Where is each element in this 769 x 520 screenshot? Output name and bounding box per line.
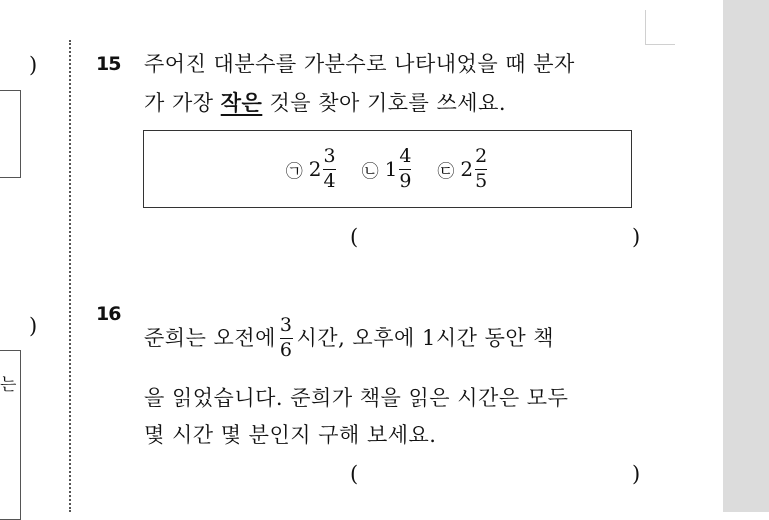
left-answer-box-top: [0, 90, 21, 178]
question-16-line-1: [144, 316, 554, 361]
choice-c-denominator: 5: [475, 169, 488, 192]
question-15-answer-close: ): [632, 225, 641, 249]
choice-a: [285, 144, 338, 192]
right-side-panel: [723, 0, 769, 512]
question-15-choices: [143, 130, 632, 208]
question-15-number: 15: [96, 53, 121, 75]
left-partial-text: 는: [0, 375, 17, 395]
choice-a-whole: 2: [308, 157, 322, 181]
choice-a-marker: ㉠: [285, 161, 303, 182]
choice-c-marker: ㉢: [437, 161, 455, 182]
question-16-answer-open: (: [350, 462, 359, 486]
question-16-line-2: 을 읽었습니다. 준희가 책을 읽은 시간은 모두: [144, 386, 569, 410]
column-divider: [69, 40, 71, 512]
question-16-numerator: 3: [279, 314, 293, 336]
question-16-fraction: [280, 316, 293, 361]
choice-b-fraction: [399, 144, 412, 192]
question-16-answer-close: ): [632, 462, 641, 486]
corner-mark: [645, 44, 675, 45]
question-15-answer-open: (: [350, 225, 359, 249]
question-15-line-1: 주어진 대분수를 가분수로 나타내었을 때 분자: [144, 52, 575, 76]
question-15-line-2: 가 가장 작은 것을 찾아 기호를 쓰세요.: [144, 90, 507, 115]
choice-c-whole: 2: [460, 157, 474, 181]
choice-b: [361, 144, 414, 192]
choice-b-numerator: 4: [399, 144, 412, 167]
choice-a-numerator: 3: [323, 144, 336, 167]
question-16-line-3: 몇 시간 몇 분인지 구해 보세요.: [144, 423, 437, 447]
question-16-denominator: 6: [279, 338, 293, 361]
question-16-line-1-pre: 준희는 오전에: [144, 325, 276, 350]
choice-c: [437, 144, 489, 192]
choice-b-denominator: 9: [399, 169, 412, 192]
question-16-number: 16: [96, 303, 121, 325]
left-answer-paren-mid: ): [29, 314, 38, 338]
choice-b-whole: 1: [384, 157, 398, 181]
choice-c-numerator: 2: [475, 144, 488, 167]
emphasis-smallest: 작은: [220, 90, 263, 115]
choice-a-denominator: 4: [323, 169, 336, 192]
choice-a-fraction: [323, 144, 336, 192]
question-16-line-1-post: 시간, 오후에 1시간 동안 책: [296, 325, 555, 350]
left-answer-paren-top: ): [29, 53, 38, 77]
corner-mark-vertical: [645, 10, 646, 44]
choice-c-fraction: [475, 144, 488, 192]
choice-b-marker: ㉡: [361, 161, 379, 182]
